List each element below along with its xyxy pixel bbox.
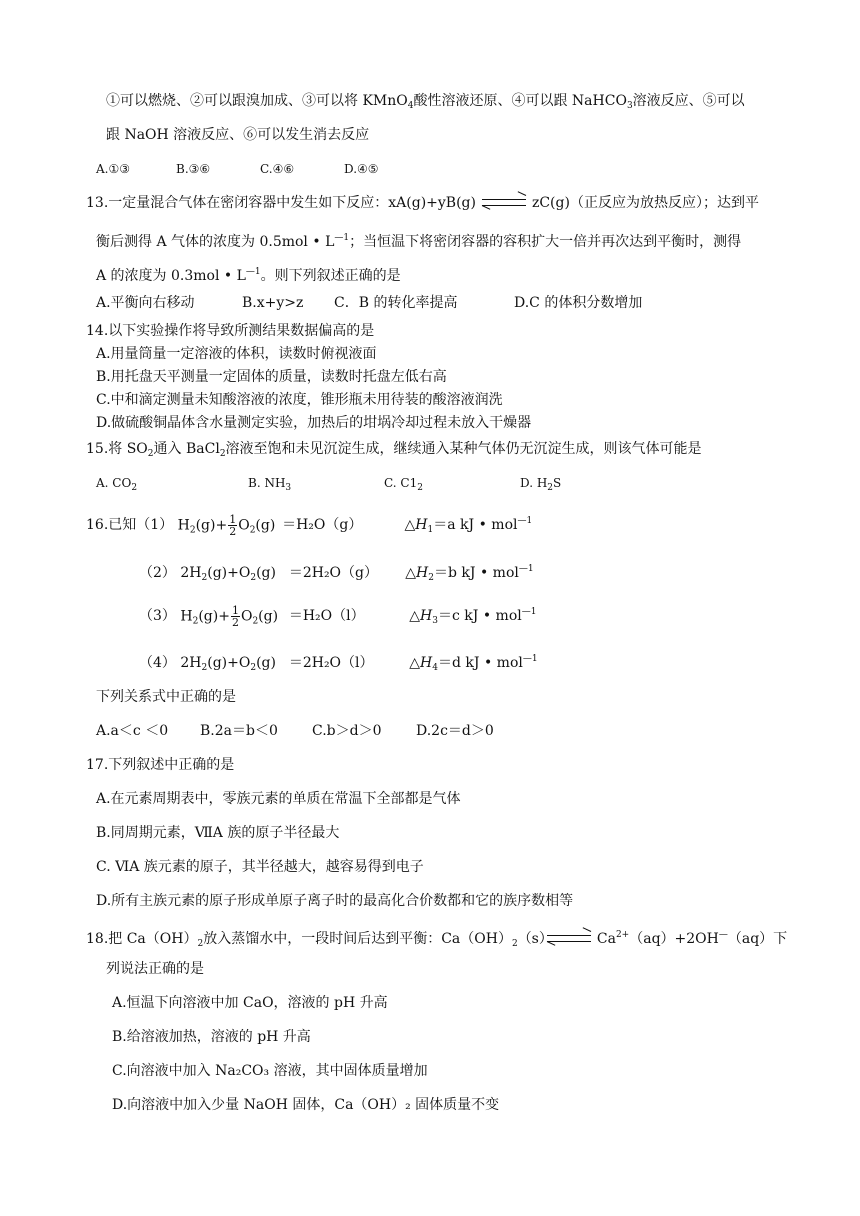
q16-ask: 下列关系式中正确的是 [96,689,236,705]
q12-option-c: C.④⑥ [260,162,295,176]
q13-stem-line1: 13.一定量混合气体在密闭容器中发生如下反应：xA(g)+yB(g) zC(g)（正反应为放热反应）；达到平 [86,195,759,211]
q18-stem-line2: 列说法正确的是 [106,961,204,977]
q16-eq3: （3） $H_2(g)+$ $\frac{1}{2}$ $O_2(g) =H_2O(l)$ $\triangle H_3=c$ kJ • mol$^{—1}$ [139,603,537,629]
q13-options [96,294,642,312]
q15-option-a: A. $CO_2$ [96,476,138,493]
q14-option-a: A.用量筒量一定溶液的体积，读数时俯视液面 [96,346,377,362]
q18-option-b: B.给溶液加热，溶液的 pH 升高 [112,1029,311,1045]
q12-option-b: B.③⑥ [176,162,211,176]
fraction-one-half: $\frac{1}{2}$ [231,603,239,629]
q17-option-c: C. ⅥA 族元素的原子，其半径越大，越容易得到电子 [96,859,424,875]
q13-option-c: C．B 的转化率提高 [334,295,458,311]
q17-option-b: B.同周期元素，ⅦA 族的原子半径最大 [96,825,340,841]
q13-stem-line3: A 的浓度为 0.3mol • $L^{—1}$。则下列叙述正确的是 [96,267,401,284]
q14-option-b: B.用托盘天平测量一定固体的质量，读数时托盘左低右高 [96,369,447,385]
q13-option-b: B.x+y>z [242,295,304,311]
q13-option-d: D.C 的体积分数增加 [514,295,643,311]
q16-eq2: （2） $2H_2(g)+O_2(g) =2H_2O(g)$ $\triangle H_2=b$ kJ • mol$^{—1}$ [139,564,534,583]
q16-eq4: （4） $2H_2(g)+O_2(g) =2H_2O(l)$ $\triangle H_4=d$ kJ • mol$^{—1}$ [139,654,538,673]
q13-stem-line2: 衡后测得 A 气体的浓度为 0.5mol • $L^{—1}$；当恒温下将密闭容器的容积扩大一倍并再次达到平衡时，测得 [96,233,742,250]
q15-option-b: B. $NH_3$ [248,476,292,493]
equilibrium-arrow-icon [547,933,591,945]
q12-options [96,160,379,178]
q12-option-a: A.①③ [96,162,130,176]
q17-option-d: D.所有主族元素的原子形成单原子离子时的最高化合价数都和它的族序数相等 [96,893,574,909]
q12-line2: 跟 NaOH 溶液反应、⑥可以发生消去反应 [106,127,370,143]
q14-option-c: C.中和滴定测量未知酸溶液的浓度，锥形瓶未用待装的酸溶液润洗 [96,392,503,408]
equilibrium-arrow-icon [482,197,526,209]
q18-option-d: D.向溶液中加入少量 NaOH 固体，Ca（OH）₂ 固体质量不变 [112,1097,500,1113]
q13-option-a: A.平衡向右移动 [96,295,195,311]
q14-stem: 14.以下实验操作将导致所测结果数据偏高的是 [86,323,375,339]
fraction-one-half: $\frac{1}{2}$ [229,512,237,538]
q12-line1: ①可以燃烧、②可以跟溴加成、③可以将 KMnO$_4$酸性溶液还原、④可以跟 NaHCO$_3$溶液反应、⑤可以 [106,93,745,111]
q16-option-b: B.2a＝b＜0 [200,723,278,739]
q18-stem-line1: 18.把 $Ca(OH)_2$放入蒸馏水中，一段时间后达到平衡：$Ca(OH)_2(s)$ $Ca^{2+}(aq)+2OH^—(aq)$下 [86,930,788,949]
q16-option-a: A.a＜c ＜0 [96,723,169,739]
q12-option-d: D.④⑤ [344,162,379,176]
q15-option-d: D. $H_2S$ [520,476,562,493]
q14-option-d: D.做硫酸铜晶体含水量测定实验，加热后的坩埚冷却过程未放入干燥器 [96,415,532,431]
q15-stem: 15.将 $SO_2$通入 BaCl$_2$溶液至饱和未见沉淀生成，继续通入某种气体仍无沉淀生成，则该气体可能是 [86,441,702,459]
q16-options [96,722,494,740]
q17-option-a: A.在元素周期表中，零族元素的单质在常温下全部都是气体 [96,791,461,807]
q15-option-c: C. $C1_2$ [384,476,423,493]
q17-stem: 17.下列叙述中正确的是 [86,757,235,773]
q16-option-d: D.2c＝d＞0 [416,723,494,739]
q18-option-c: C.向溶液中加入 Na₂CO₃ 溶液，其中固体质量增加 [112,1063,428,1079]
q16-option-c: C.b＞d＞0 [312,723,382,739]
q18-option-a: A.恒温下向溶液中加 CaO，溶液的 pH 升高 [112,995,388,1011]
q15-options [96,474,561,497]
q16-eq1: 16.已知（1） $H_2(g)+$ $\frac{1}{2}$ $O_2(g) =H_2O(g)$ $\triangle H_1=a$ kJ • mol$^{—1}$ [86,512,533,538]
